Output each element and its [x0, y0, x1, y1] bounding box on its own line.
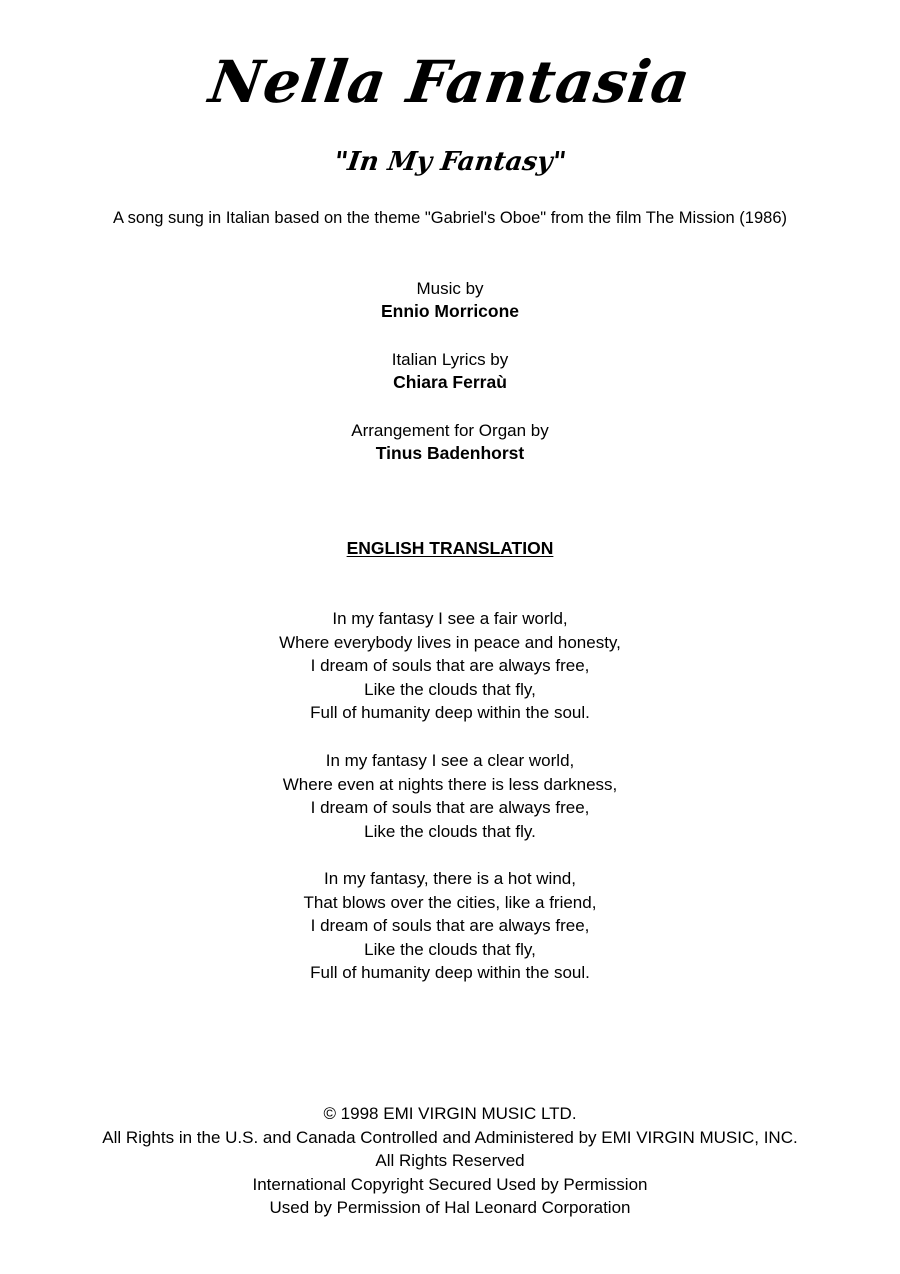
verse-line: Full of humanity deep within the soul. [310, 703, 590, 723]
arrangement-credit-name: Tinus Badenhorst [375, 443, 525, 463]
verse-line: Where even at nights there is less darkness, [282, 774, 618, 794]
lyrics-credit-name: Chiara Ferraù [393, 372, 507, 392]
verse-line: Like the clouds that fly. [364, 821, 536, 841]
arrangement-credit-label: Arrangement for Organ by [351, 421, 549, 440]
song-subtitle: "In My Fantasy" [332, 147, 568, 177]
verse-2 [0, 749, 900, 843]
copyright-line: © 1998 EMI VIRGIN MUSIC LTD. [323, 1104, 577, 1123]
music-credit-name: Ennio Morricone [380, 301, 520, 321]
translation-heading: ENGLISH TRANSLATION [346, 538, 554, 558]
verse-line: In my fantasy, there is a hot wind, [324, 869, 576, 888]
verse-line: In my fantasy I see a clear world, [325, 751, 575, 770]
verse-line: Like the clouds that fly, [364, 679, 536, 699]
song-description: A song sung in Italian based on the theme "Gabriel's Oboe" from the film The Mission (1986) [112, 209, 787, 227]
copyright-footer [0, 1102, 900, 1220]
verse-1 [0, 607, 900, 725]
rights-reserved-line: All Rights Reserved [375, 1151, 525, 1171]
copyright-secured-line: International Copyright Secured Used by Permission [252, 1174, 648, 1194]
permission-line: Used by Permission of Hal Leonard Corporation [269, 1198, 631, 1218]
verse-line: Like the clouds that fly, [364, 939, 536, 959]
verse-line: In my fantasy I see a fair world, [332, 609, 568, 628]
verse-line: I dream of souls that are always free, [310, 656, 590, 676]
verse-line: Where everybody lives in peace and honesty, [279, 632, 621, 652]
verse-line: Full of humanity deep within the soul. [310, 963, 590, 983]
music-credit-label: Music by [416, 279, 484, 298]
song-title: Nella Fantasia [205, 48, 695, 116]
rights-line: All Rights in the U.S. and Canada Controlled and Administered by EMI VIRGIN MUSIC, INC. [102, 1127, 798, 1147]
lyrics-credit-label: Italian Lyrics by [391, 350, 509, 369]
verse-3 [0, 867, 900, 985]
verse-line: That blows over the cities, like a friend, [303, 892, 597, 912]
verse-line: I dream of souls that are always free, [310, 798, 590, 818]
verse-line: I dream of souls that are always free, [310, 916, 590, 936]
